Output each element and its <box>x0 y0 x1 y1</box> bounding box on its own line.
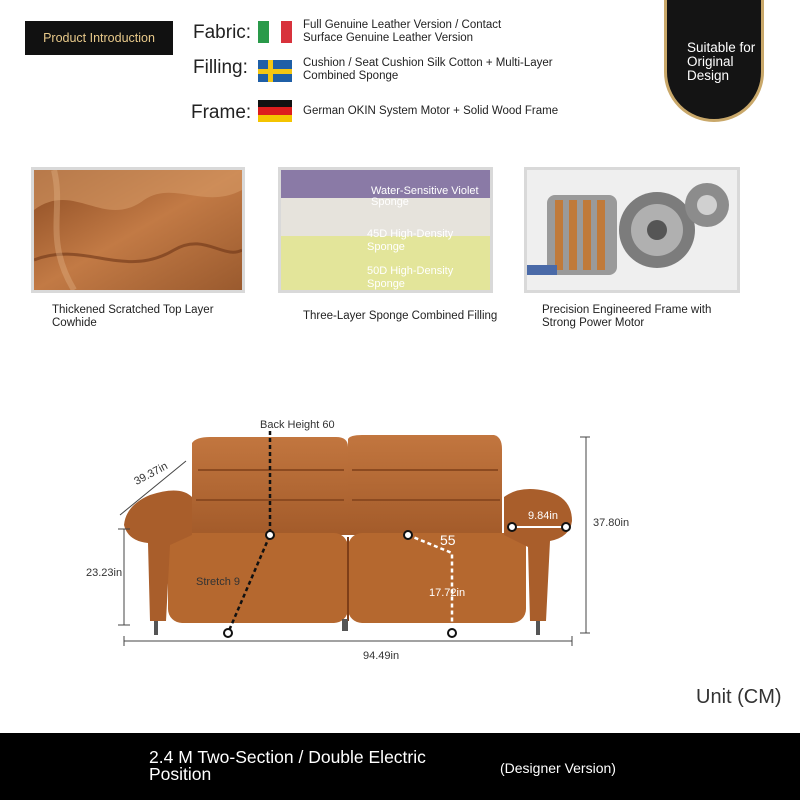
germany-flag-icon <box>258 100 292 122</box>
product-introduction-label: Product Introduction <box>43 31 155 45</box>
sponge-layers-image <box>278 167 493 293</box>
45d-sponge-label: 45D High-Density Sponge <box>367 228 454 253</box>
sofa-image <box>110 425 590 655</box>
leather-caption: Thickened Scratched Top Layer Cowhide <box>52 304 214 329</box>
italy-flag-icon <box>258 21 292 43</box>
product-introduction-badge <box>25 21 173 55</box>
violet-sponge-label: Water-Sensitive Violet Sponge <box>371 185 479 208</box>
leather-image <box>31 167 245 293</box>
motor-caption: Precision Engineered Frame with Strong Power Motor <box>542 304 712 329</box>
fabric-label: Fabric: <box>193 22 252 43</box>
footer-title: 2.4 M Two-Section / Double Electric Position <box>149 747 426 784</box>
footer-subtitle: (Designer Version) <box>500 760 616 776</box>
arm-height-label: 23.23in <box>86 567 123 579</box>
filling-text: Cushion / Seat Cushion Silk Cotton + Multi-Layer Combined Sponge <box>303 57 553 82</box>
depth-label: 39.37in <box>132 460 170 488</box>
original-design-badge <box>664 0 764 122</box>
footer-bar <box>0 733 800 800</box>
original-design-text: Suitable for Original Design <box>687 40 756 83</box>
arm-width-label: 9.84in <box>528 510 558 522</box>
frame-text: German OKIN System Motor + Solid Wood Frame <box>303 105 559 117</box>
sweden-flag-icon <box>258 60 292 82</box>
seat-height-label: 17.72in <box>429 587 466 599</box>
filling-label: Filling: <box>193 57 248 78</box>
50d-sponge-label: 50D High-Density Sponge <box>367 265 454 290</box>
stretch-label: Stretch 9 <box>196 576 241 588</box>
motor-image <box>524 167 740 293</box>
sponge-caption: Three-Layer Sponge Combined Filling <box>303 310 498 322</box>
fabric-text: Full Genuine Leather Version / Contact Surface Genuine Leather Version <box>303 19 502 44</box>
total-width-label: 94.49in <box>363 650 400 662</box>
seat-label: 55 <box>440 532 456 548</box>
frame-label: Frame: <box>191 102 252 123</box>
total-height-label: 37.80in <box>593 517 630 529</box>
unit-label: Unit (CM) <box>696 686 782 708</box>
back-height-label: Back Height 60 <box>260 419 335 431</box>
